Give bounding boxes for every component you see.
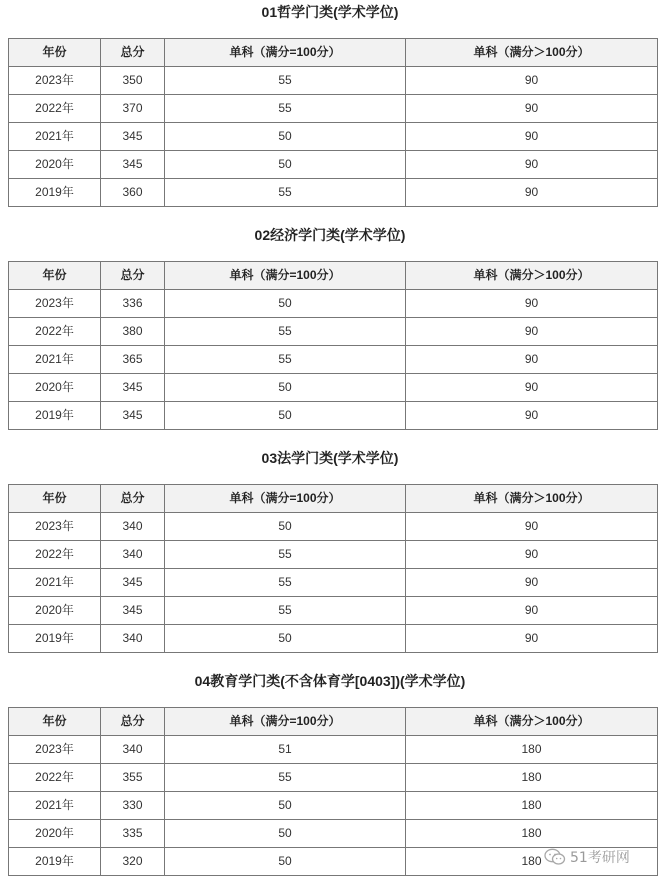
table-header-row [9, 485, 658, 513]
score-table-philosophy [8, 38, 658, 207]
cell-year: 2022年 [9, 541, 101, 569]
cell-single-100: 50 [165, 513, 406, 541]
table-row [9, 67, 658, 95]
cell-single-100: 55 [165, 179, 406, 207]
table-row [9, 290, 658, 318]
table-row [9, 123, 658, 151]
cell-year: 2019年 [9, 625, 101, 653]
cell-single-over-100: 180 [406, 764, 658, 792]
cell-total: 355 [101, 764, 165, 792]
cell-single-over-100: 90 [406, 151, 658, 179]
header-single-100: 单科（满分=100分） [165, 708, 406, 736]
cell-single-100: 50 [165, 151, 406, 179]
table-row [9, 402, 658, 430]
cell-single-100: 50 [165, 820, 406, 848]
cell-total: 365 [101, 346, 165, 374]
header-single-over-100: 单科（满分＞100分） [406, 39, 658, 67]
cell-single-over-100: 90 [406, 597, 658, 625]
header-year: 年份 [9, 39, 101, 67]
cell-single-100: 55 [165, 541, 406, 569]
section-title: 04教育学门类(不含体育学[0403])(学术学位) [194, 673, 466, 689]
cell-single-100: 55 [165, 597, 406, 625]
cell-single-100: 50 [165, 402, 406, 430]
cell-single-100: 50 [165, 290, 406, 318]
cell-single-over-100: 180 [406, 820, 658, 848]
header-single-100: 单科（满分=100分） [165, 39, 406, 67]
watermark-text: 51考研网 [570, 850, 630, 866]
cell-total: 350 [101, 67, 165, 95]
cell-total: 335 [101, 820, 165, 848]
cell-year: 2023年 [9, 736, 101, 764]
cell-single-100: 51 [165, 736, 406, 764]
cell-total: 345 [101, 374, 165, 402]
wechat-icon [544, 848, 566, 866]
cell-year: 2021年 [9, 123, 101, 151]
cell-single-over-100: 90 [406, 625, 658, 653]
cell-single-over-100: 90 [406, 67, 658, 95]
header-single-over-100: 单科（满分＞100分） [406, 708, 658, 736]
table-row [9, 151, 658, 179]
cell-total: 340 [101, 513, 165, 541]
header-year: 年份 [9, 262, 101, 290]
cell-single-100: 55 [165, 67, 406, 95]
table-row [9, 736, 658, 764]
cell-single-over-100: 180 [406, 848, 658, 876]
table-row [9, 95, 658, 123]
section-title: 01哲学门类(学术学位) [261, 4, 399, 20]
cell-single-over-100: 90 [406, 123, 658, 151]
cell-single-100: 55 [165, 346, 406, 374]
header-single-100: 单科（满分=100分） [165, 485, 406, 513]
cell-year: 2020年 [9, 597, 101, 625]
table-header-row [9, 708, 658, 736]
cell-year: 2019年 [9, 848, 101, 876]
cell-year: 2021年 [9, 569, 101, 597]
table-row [9, 513, 658, 541]
cell-single-over-100: 90 [406, 179, 658, 207]
cell-single-100: 50 [165, 792, 406, 820]
table-header-row [9, 262, 658, 290]
table-row [9, 792, 658, 820]
cell-single-100: 55 [165, 569, 406, 597]
cell-total: 330 [101, 792, 165, 820]
table-row [9, 597, 658, 625]
cell-single-over-100: 90 [406, 541, 658, 569]
cell-single-over-100: 90 [406, 318, 658, 346]
table-row [9, 820, 658, 848]
cell-year: 2020年 [9, 374, 101, 402]
table-row [9, 318, 658, 346]
cell-single-100: 55 [165, 95, 406, 123]
cell-year: 2022年 [9, 764, 101, 792]
cell-total: 345 [101, 597, 165, 625]
table-row [9, 374, 658, 402]
header-total: 总分 [101, 262, 165, 290]
cell-year: 2022年 [9, 318, 101, 346]
section-title: 02经济学门类(学术学位) [254, 227, 406, 243]
header-year: 年份 [9, 708, 101, 736]
cell-single-over-100: 90 [406, 513, 658, 541]
cell-single-100: 50 [165, 374, 406, 402]
cell-single-over-100: 180 [406, 792, 658, 820]
score-table-economics [8, 261, 658, 430]
cell-total: 340 [101, 625, 165, 653]
cell-total: 345 [101, 151, 165, 179]
header-total: 总分 [101, 485, 165, 513]
cell-single-over-100: 180 [406, 736, 658, 764]
cell-total: 340 [101, 541, 165, 569]
header-year: 年份 [9, 485, 101, 513]
table-header-row [9, 39, 658, 67]
cell-year: 2021年 [9, 346, 101, 374]
cell-single-over-100: 90 [406, 374, 658, 402]
cell-total: 360 [101, 179, 165, 207]
cell-total: 380 [101, 318, 165, 346]
table-row [9, 625, 658, 653]
cell-single-100: 50 [165, 123, 406, 151]
cell-year: 2022年 [9, 95, 101, 123]
header-total: 总分 [101, 39, 165, 67]
cell-total: 345 [101, 402, 165, 430]
cell-single-100: 50 [165, 625, 406, 653]
cell-single-over-100: 90 [406, 402, 658, 430]
cell-total: 370 [101, 95, 165, 123]
cell-year: 2020年 [9, 151, 101, 179]
score-table-law [8, 484, 658, 653]
header-total: 总分 [101, 708, 165, 736]
cell-year: 2020年 [9, 820, 101, 848]
table-row [9, 764, 658, 792]
header-single-over-100: 单科（满分＞100分） [406, 485, 658, 513]
cell-single-over-100: 90 [406, 95, 658, 123]
table-row [9, 346, 658, 374]
cell-single-over-100: 90 [406, 346, 658, 374]
cell-year: 2021年 [9, 792, 101, 820]
cell-single-100: 50 [165, 848, 406, 876]
cell-single-over-100: 90 [406, 290, 658, 318]
cell-total: 336 [101, 290, 165, 318]
watermark [544, 846, 630, 868]
table-row [9, 541, 658, 569]
section-title: 03法学门类(学术学位) [261, 450, 399, 466]
header-single-over-100: 单科（满分＞100分） [406, 262, 658, 290]
cell-year: 2023年 [9, 290, 101, 318]
cell-year: 2019年 [9, 402, 101, 430]
cell-year: 2023年 [9, 67, 101, 95]
cell-single-100: 55 [165, 318, 406, 346]
cell-total: 340 [101, 736, 165, 764]
cell-single-over-100: 90 [406, 569, 658, 597]
header-single-100: 单科（满分=100分） [165, 262, 406, 290]
cell-total: 345 [101, 569, 165, 597]
table-row [9, 179, 658, 207]
cell-total: 320 [101, 848, 165, 876]
cell-year: 2019年 [9, 179, 101, 207]
cell-total: 345 [101, 123, 165, 151]
cell-year: 2023年 [9, 513, 101, 541]
cell-single-100: 55 [165, 764, 406, 792]
table-row [9, 569, 658, 597]
